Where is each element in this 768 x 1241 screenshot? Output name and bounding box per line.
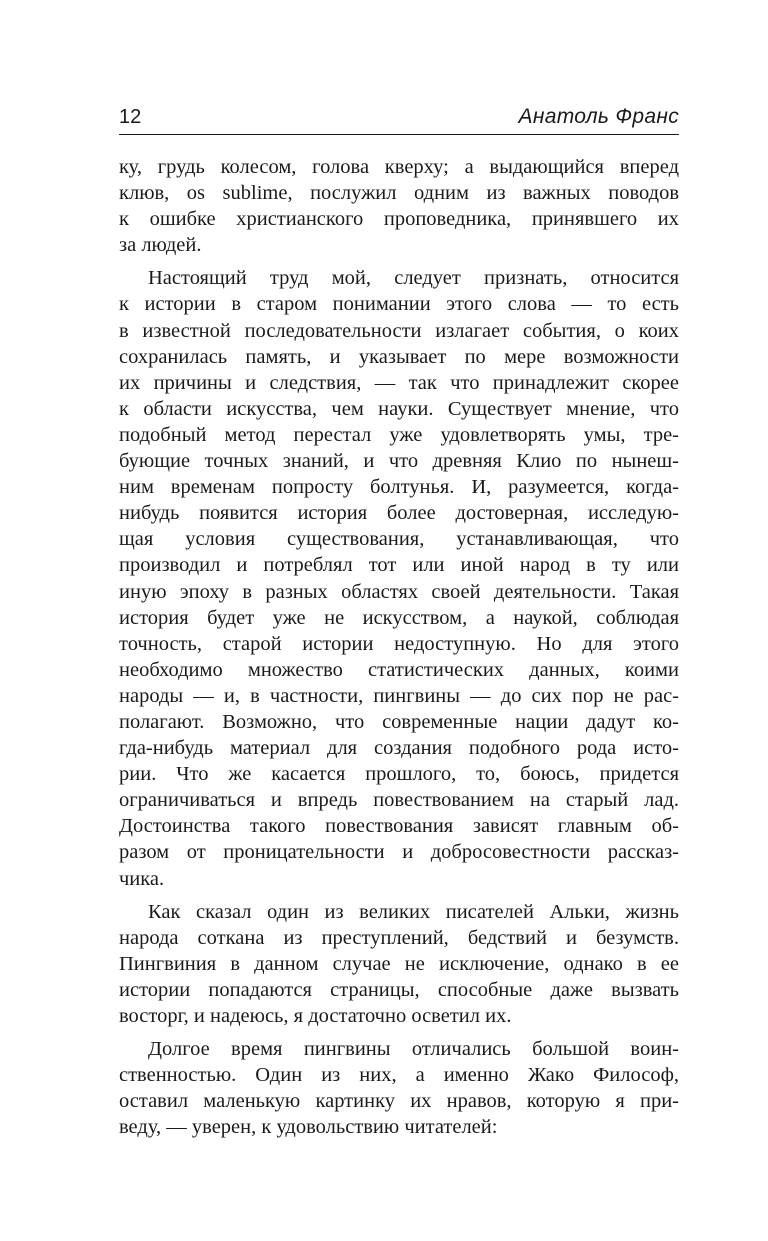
- text-line: ку, грудь колесом, голова кверху; а выдающийся вперед: [119, 156, 679, 178]
- text-line: точность, старой истории недоступную. Но для этого: [119, 632, 679, 655]
- text-line: народа соткана из преступлений, бедствий и безумств.: [119, 926, 679, 949]
- running-head: [119, 104, 679, 135]
- text-line: разом от проницательности и добросовестности рассказ-: [119, 841, 679, 864]
- paragraph: [119, 154, 679, 258]
- text-line: Достоинства такого повествования зависят главным об-: [119, 815, 679, 838]
- text-line: подобный метод перестал уже удовлетворять умы, тре-: [119, 423, 679, 446]
- text-line: сохранилась память, и указывает по мере возможности: [119, 345, 679, 368]
- text-line: ственностью. Один из них, а именно Жако Философ,: [119, 1064, 679, 1087]
- text-line: оставил маленькую картинку их нравов, которую я при-: [119, 1090, 679, 1113]
- text-body: [119, 154, 679, 1147]
- text-line: полагают. Возможно, что современные нации дадут ко-: [119, 710, 679, 733]
- text-line: клюв, os sublime, послужил одним из важных поводов: [119, 182, 679, 205]
- paragraph: [119, 265, 679, 891]
- paragraph: [119, 899, 679, 1029]
- text-line: к ошибке христианского проповедника, принявшего их: [119, 208, 679, 231]
- text-line: иную эпоху в разных областях своей деятельности. Такая: [119, 580, 679, 603]
- text-line: ограничиваться и впредь повествованием на старый лад.: [119, 789, 679, 812]
- text-line: рии. Что же касается прошлого, то, боюсь, придется: [119, 763, 679, 786]
- text-line: к истории в старом понимании этого слова — то есть: [119, 293, 679, 316]
- text-line: бующие точных знаний, и что древняя Клио по нынеш-: [119, 450, 679, 473]
- text-line: восторг, и надеюсь, я достаточно осветил их.: [119, 1005, 512, 1027]
- text-line: их причины и следствия, — так что принадлежит скорее: [119, 371, 679, 394]
- text-line: ним временам попросту болтунья. И, разумеется, когда-: [119, 476, 679, 499]
- text-line: нибудь появится история более достоверная, исследую-: [119, 502, 679, 525]
- text-line: истории попадаются страницы, способные даже вызвать: [119, 978, 679, 1001]
- text-line: необходимо множество статистических данных, коими: [119, 658, 679, 681]
- text-line: веду, — уверен, к удовольствию читателей:: [119, 1116, 498, 1139]
- text-line: Пингвиния в данном случае не исключение, однако в ее: [119, 952, 679, 975]
- paragraph: [119, 1036, 679, 1140]
- page-number: 12: [119, 106, 142, 128]
- running-title: Анатоль Франс: [518, 105, 679, 128]
- text-line: в известной последовательности излагает события, о коих: [119, 319, 679, 342]
- text-line: производил и потреблял тот или иной народ в ту или: [119, 554, 679, 577]
- text-line: гда-нибудь материал для создания подобного рода исто-: [119, 737, 679, 760]
- text-line: за людей.: [119, 234, 202, 257]
- text-line: к области искусства, чем науки. Существует мнение, что: [119, 397, 679, 420]
- text-line: щая условия существования, устанавливающая, что: [119, 528, 679, 551]
- text-line: Настоящий труд мой, следует признать, относится: [148, 267, 679, 290]
- text-line: Как сказал один из великих писателей Альки, жизнь: [148, 900, 679, 923]
- text-line: чика.: [119, 867, 165, 890]
- text-line: народы — и, в частности, пингвины — до сих пор не рас-: [119, 684, 679, 707]
- text-line: Долгое время пингвины отличались большой воин-: [148, 1038, 679, 1061]
- text-line: история будет уже не искусством, а наукой, соблюдая: [119, 606, 679, 629]
